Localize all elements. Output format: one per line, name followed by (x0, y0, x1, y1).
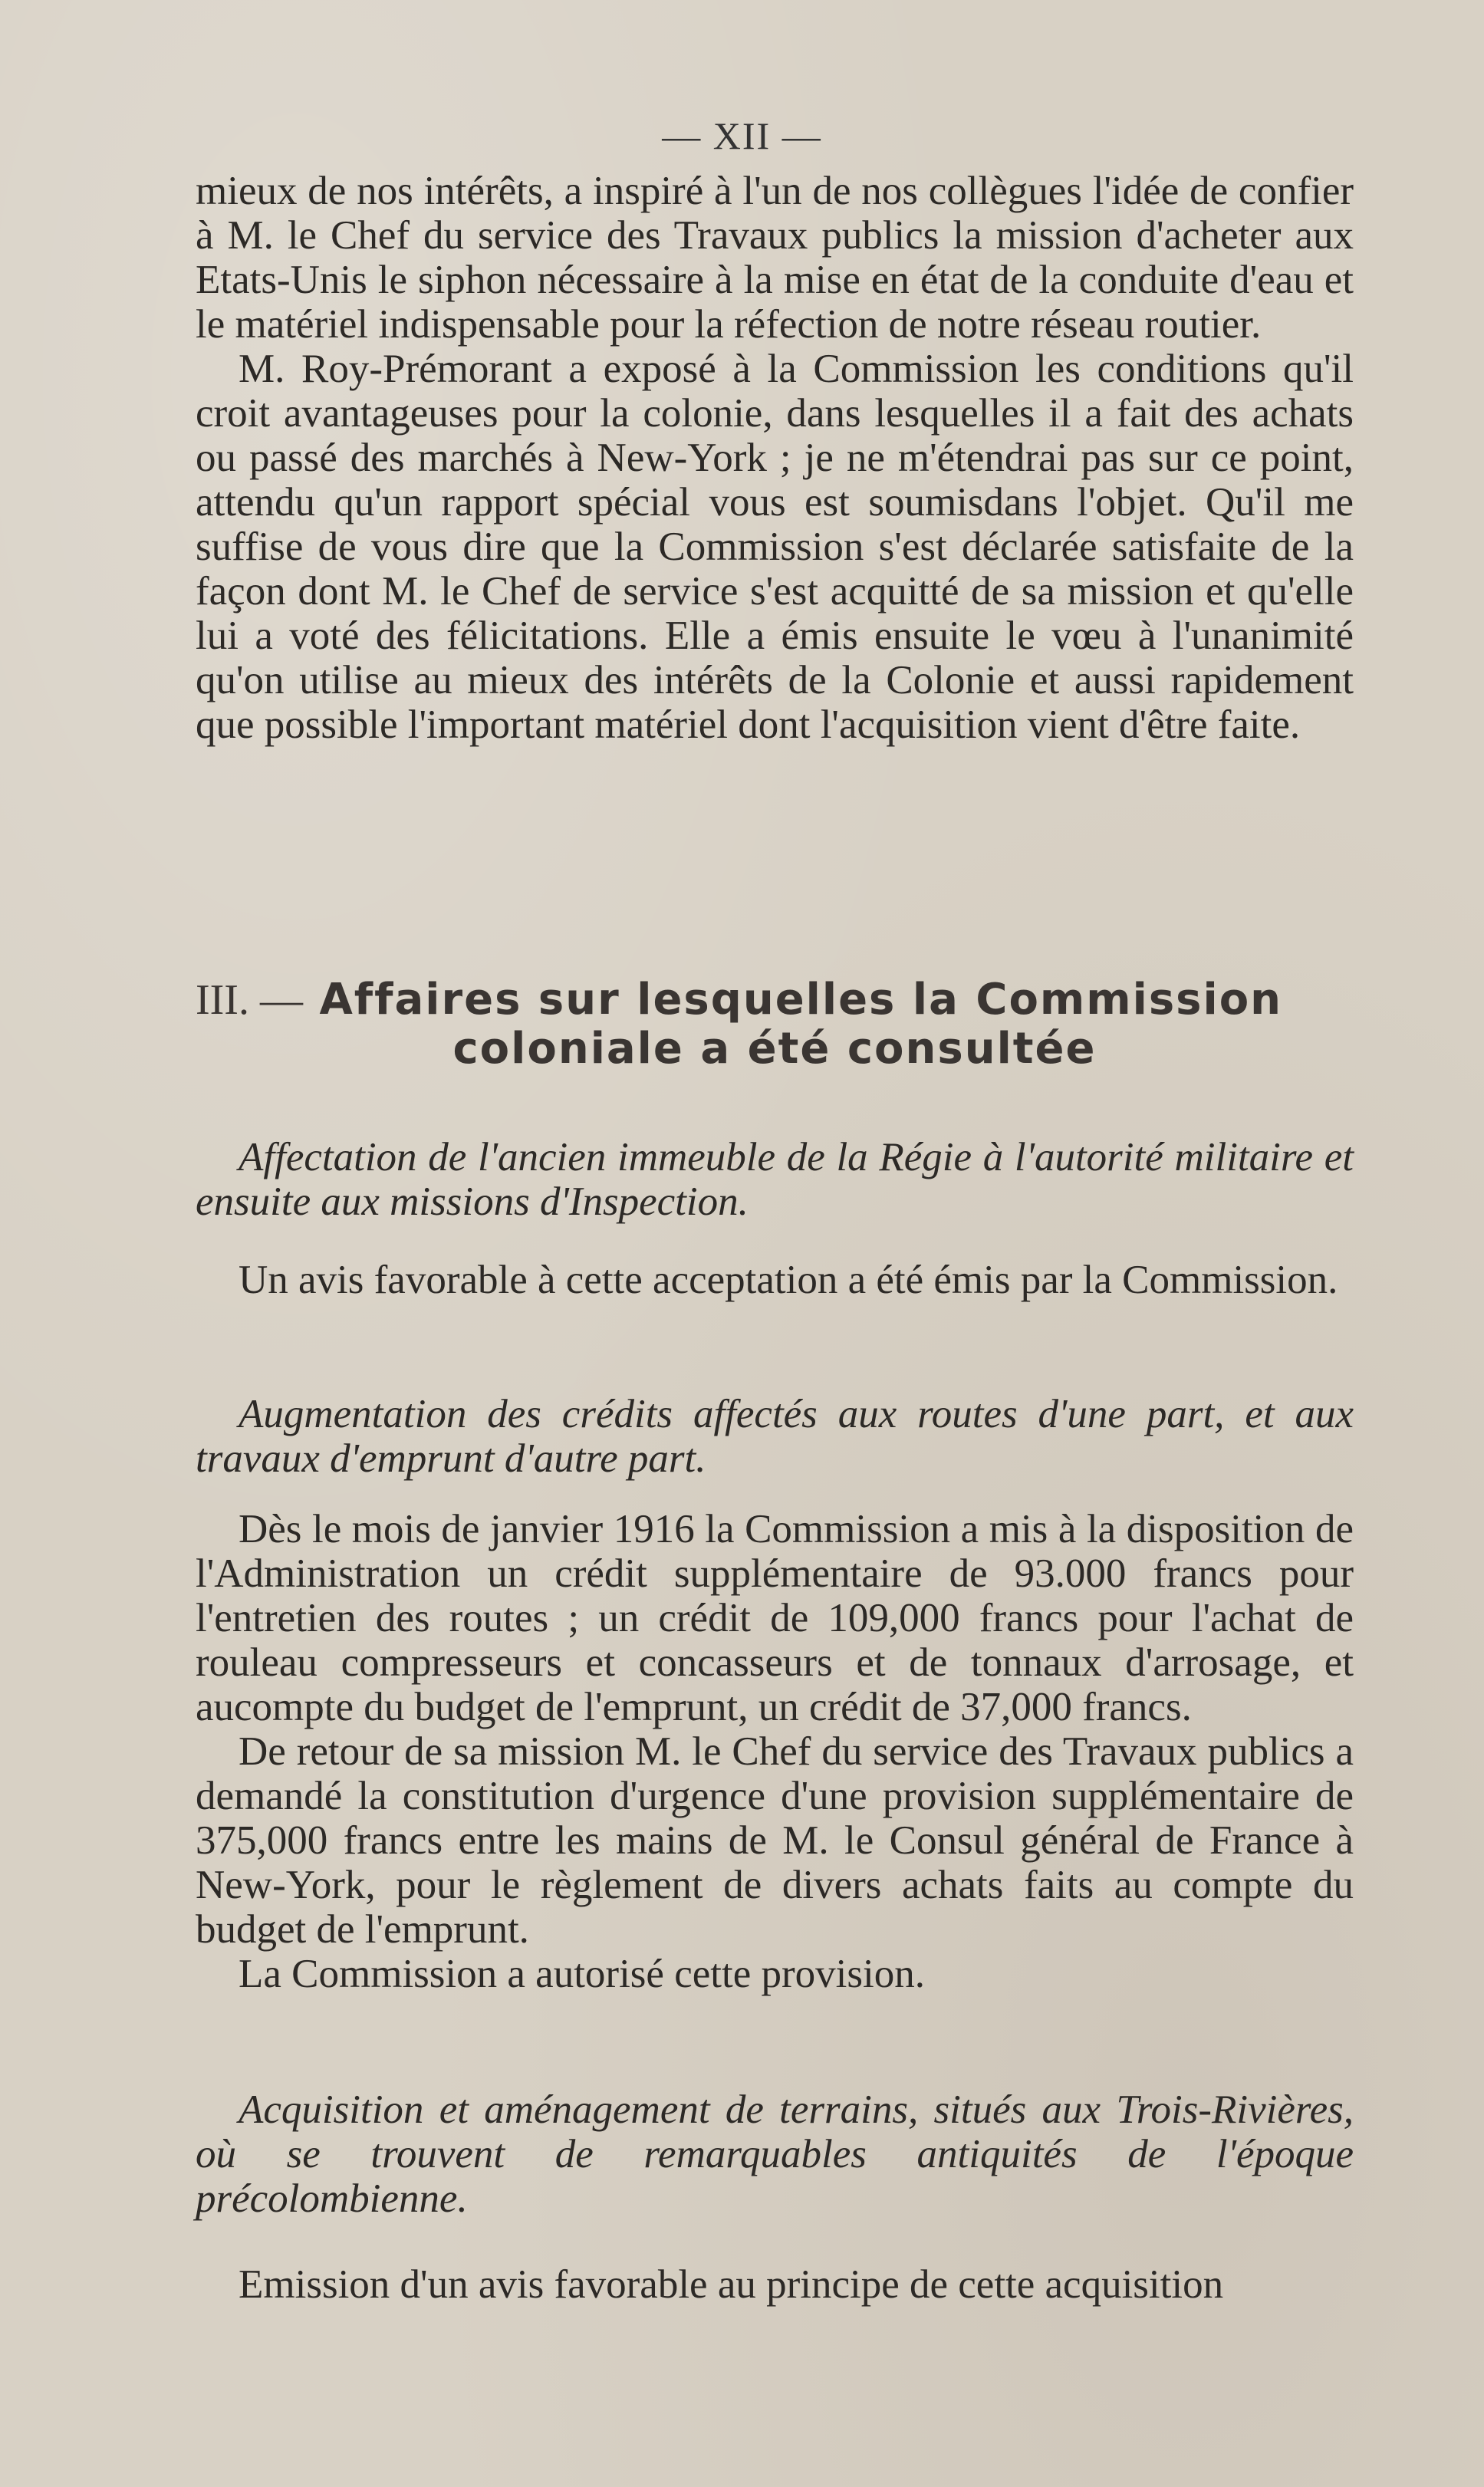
paragraph: M. Roy-Prémorant a exposé à la Commission les conditions qu'il croit avantageuses pour la colonie, dans lesquelles il a fait des achats ou passé des marchés à New-York ; je ne m'étendrai pas sur ce point, attendu qu'un rapport spécial vous est soumisdans l'objet. Qu'il me suffise de vous dire que la Commission s'est déclarée satisfaite de la façon dont M. le Chef de service s'est acquitté de sa mission et qu'elle lui a voté des félicitations. Elle a émis ensuite le vœu à l'unanimité qu'on utilise au mieux des intérêts de la Colonie et aussi rapidement que possible l'important matériel dont l'acquisition vient d'être faite. (196, 347, 1354, 747)
item-title: Augmentation des crédits affectés aux routes d'une part, et aux travaux d'emprunt d'autre part. (196, 1392, 1354, 1481)
section-heading-line1 (196, 975, 1354, 1025)
item-2 (196, 1392, 1354, 1481)
item-2-body (196, 1507, 1354, 1996)
section-title-line1: Affaires sur lesquelles la Commission (319, 975, 1283, 1025)
paragraph: mieux de nos intérêts, a inspiré à l'un de nos collègues l'idée de confier à M. le Chef du service des Travaux publics la mission d'acheter aux Etats-Unis le siphon nécessaire à la mise en état de la conduite d'eau et le matériel indispensable pour la réfection de notre réseau routier. (196, 169, 1354, 347)
item-paragraph: Emission d'un avis favorable au principe de cette acquisition (239, 2262, 1224, 2307)
item-paragraph: De retour de sa mission M. le Chef du service des Travaux publics a demandé la constitution d'urgence d'une provision supplémentaire de 375,000 francs entre les mains de M. le Consul général de France à New-York, pour le règlement de divers achats faits au compte du budget de l'emprunt. (196, 1729, 1354, 1952)
item-paragraph: Dès le mois de janvier 1916 la Commission a mis à la disposition de l'Administration un crédit supplémentaire de 93.000 francs pour l'entretien des routes ; un crédit de 109,000 francs pour l'achat de rouleau compresseurs et concasseurs et de tonnaux d'arrosage, et aucompte du budget de l'emprunt, un crédit de 37,000 francs. (196, 1507, 1354, 1729)
page-number: — XII — (662, 114, 822, 157)
item-title: Acquisition et aménagement de terrains, situés aux Trois-Rivières, où se trouvent de remarquables antiquités de l'époque précolombienne. (196, 2087, 1354, 2221)
section-title-line2: coloniale a été consultée (452, 1024, 1097, 1074)
item-3-body (196, 2262, 1354, 2307)
item-paragraph: Un avis favorable à cette acceptation a été émis par la Commission. (239, 1258, 1338, 1302)
intro-block (196, 169, 1354, 747)
item-1-body (196, 1258, 1354, 1302)
section-number: III. — (196, 976, 303, 1024)
section-heading (196, 975, 1354, 1074)
item-title: Affectation de l'ancien immeuble de la Régie à l'autorité militaire et ensuite aux missions d'Inspection. (196, 1135, 1354, 1224)
item-1 (196, 1135, 1354, 1224)
item-3 (196, 2087, 1354, 2221)
item-paragraph: La Commission a autorisé cette provision. (239, 1952, 925, 1996)
